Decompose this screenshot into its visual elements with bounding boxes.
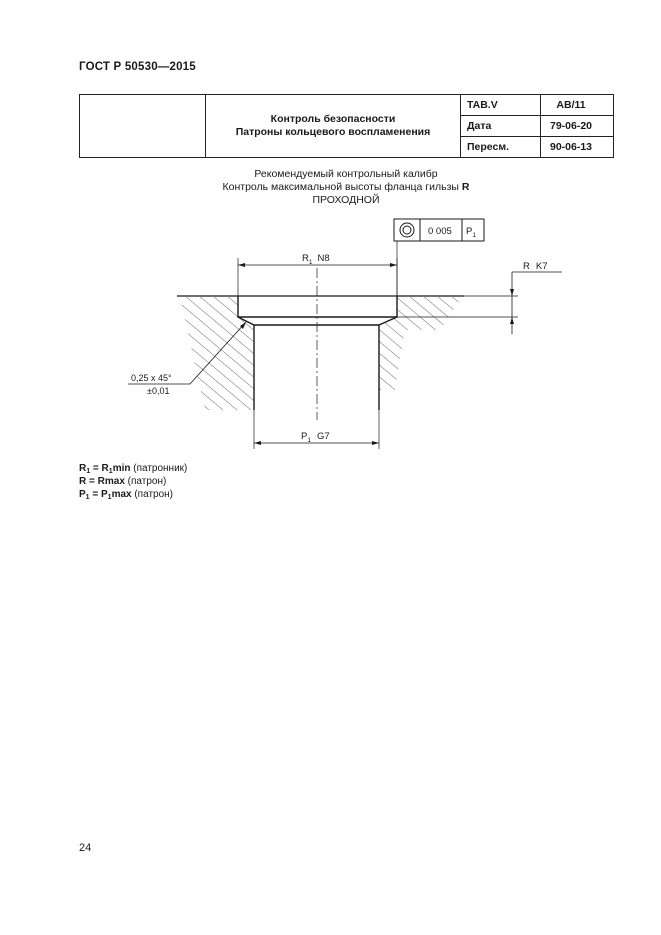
row-value-revision: 90-06-13 (541, 137, 614, 158)
hatching-left (180, 297, 254, 410)
r-label (523, 261, 548, 272)
concentricity-icon-outer (400, 223, 414, 237)
note-line-1: $R_1 = R_1\min$ (патронник) (79, 463, 188, 475)
title-line-2: Патроны кольцевого воспламенения (235, 126, 431, 138)
r1-label (302, 253, 330, 266)
note-line-3: $P_1 = P_1\max$ (патрон) (79, 489, 173, 501)
r-tolerance: K7 (535, 261, 548, 272)
chamfer-outline (238, 317, 397, 325)
hatching-right (379, 297, 462, 390)
frame-ref (466, 226, 476, 239)
r-letter: R (523, 261, 530, 272)
r1-sub: 1 (308, 259, 313, 266)
row-value-tab: AB/11 (541, 95, 614, 116)
page-number: 24 (79, 842, 92, 854)
notes (79, 462, 187, 501)
flange-recess-outline (238, 296, 397, 317)
row-key-tab: TAB.V (461, 95, 541, 116)
document-header: ГОСТ Р 50530—2015 (79, 61, 196, 73)
caption-line-2-bold: R (461, 181, 470, 193)
note-line-2: R = Rmax (патрон) (79, 476, 167, 487)
frame-ref-letter: P (466, 226, 473, 237)
caption-line-2-text: Контроль максимальной высоты фланца гильзы (222, 181, 459, 193)
caption-line-1: Рекомендуемый контрольный калибр (254, 168, 438, 180)
chamfer-label: 0,25 x 45° (131, 373, 172, 383)
chamfer-tolerance: ±0,01 (147, 386, 170, 396)
row-key-date: Дата (461, 116, 541, 137)
concentricity-icon-inner (403, 226, 411, 234)
frame-value: 0 005 (428, 226, 452, 237)
caption-line-3: ПРОХОДНОЙ (312, 194, 380, 206)
p1-tolerance: G7 (316, 431, 330, 442)
p1-sub: 1 (307, 437, 311, 444)
p1-label (301, 431, 330, 444)
p1-letter: P (301, 431, 308, 442)
row-key-revision: Пересм. (461, 137, 541, 158)
frame-ref-sub: 1 (472, 232, 476, 239)
row-value-date: 79-06-20 (541, 116, 614, 137)
r1-letter: R (302, 253, 309, 264)
r1-tolerance: N8 (317, 253, 330, 264)
title-line-1: Контроль безопасности (270, 113, 396, 125)
